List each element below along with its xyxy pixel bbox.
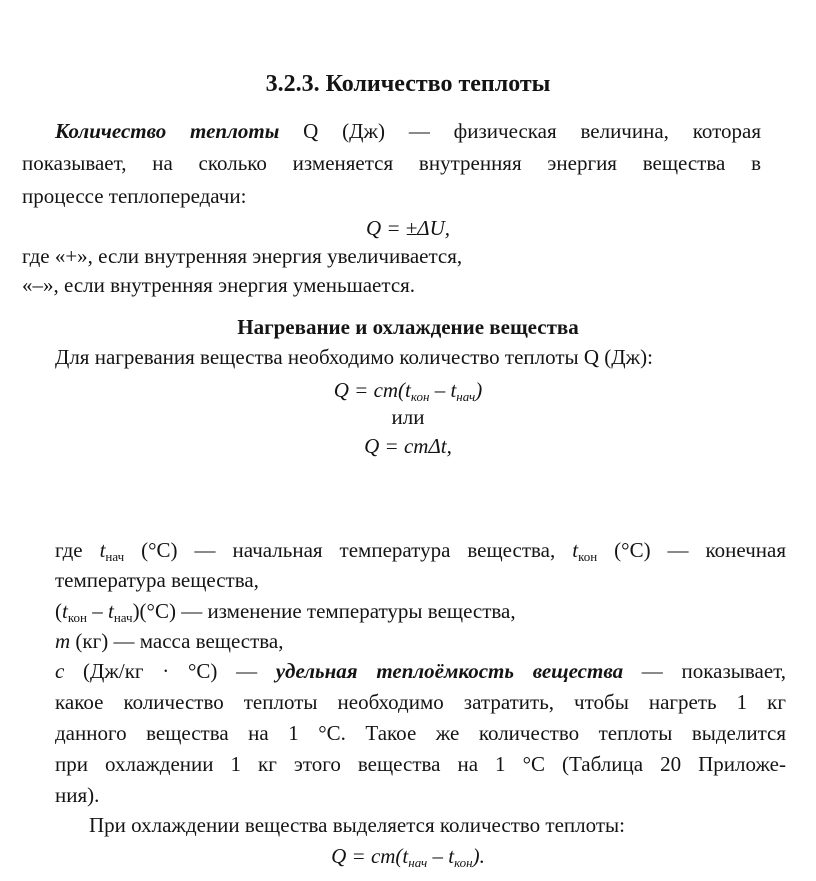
intro-line-1 <box>55 121 761 142</box>
intro-line-1-rest: Q (Дж) — физическая величина, которая <box>303 119 761 143</box>
def-2-sub-end: кон <box>67 610 87 625</box>
heating-lead: Для нагревания вещества необходимо количество теплоты Q (Дж): <box>55 345 653 369</box>
def-4-b: — показывает, <box>623 659 786 683</box>
def-4-c: c <box>55 659 65 683</box>
term-heat-quantity: Количество теплоты <box>55 119 280 143</box>
formula-q-delta-u <box>0 218 816 239</box>
def-3-m: m <box>55 629 71 653</box>
def-1-sub-start: нач <box>105 549 125 564</box>
def-2-minus: – <box>86 599 108 623</box>
def-2-open: ( <box>55 599 62 623</box>
term-specific-heat: удельная теплоёмкость вещества <box>275 659 624 683</box>
formula-heating-1-mid: – t <box>429 378 457 402</box>
definition-line-4e: ния). <box>55 783 100 807</box>
formula-cooling-sub-end: кон <box>454 855 473 870</box>
definition-line-4 <box>55 661 786 682</box>
formula-heating-2-text: Q = cmΔt, <box>364 434 452 458</box>
definition-line-1b: температура вещества, <box>55 568 259 592</box>
intro-line-3: процессе теплопередачи: <box>22 184 247 208</box>
note-minus: «–», если внутренняя энергия уменьшается. <box>22 273 416 297</box>
formula-cooling <box>0 844 816 870</box>
formula-heating-1-end: ) <box>475 378 483 402</box>
def-1-c: (°C) — конечная <box>597 538 786 562</box>
intro-line-2: показывает, на сколько изменяется внутренняя энергия вещества в <box>22 151 761 175</box>
definition-line-4d: при охлаждении 1 кг этого вещества на 1 °C (Таблица 20 Приложе- <box>55 752 786 776</box>
definition-line-2: $(t_{кон} - t_{нач})(^\circ C)$ — изменение температуры вещества, <box>55 599 516 625</box>
definition-line-4b: какое количество теплоты необходимо затратить, чтобы нагреть 1 кг <box>55 690 786 714</box>
formula-cooling-main: Q = cm(t <box>331 844 409 868</box>
definition-line-4c: данного вещества на 1 °C. Такое же количество теплоты выделится <box>55 721 786 745</box>
def-2-rest: )(°C) — изменение температуры вещества, <box>132 599 516 623</box>
def-1-b: (°C) — начальная температура вещества, <box>124 538 573 562</box>
def-3-rest: (кг) — масса вещества, <box>70 629 284 653</box>
formula-q-delta-u-text: Q = ±ΔU, <box>365 216 451 240</box>
def-1-sub-end: кон <box>578 549 598 564</box>
formula-heating-1 <box>0 378 816 404</box>
note-plus: где «+», если внутренняя энергия увеличивается, <box>22 244 463 268</box>
heading-heating-cooling: Нагревание и охлаждение вещества <box>237 315 579 339</box>
cooling-lead: При охлаждении вещества выделяется количество теплоты: <box>89 813 625 837</box>
def-2-sub-start: нач <box>113 610 133 625</box>
formula-heating-1-sub-start: нач <box>456 389 476 404</box>
def-4-a: (Дж/кг · °C) — <box>64 659 276 683</box>
or-word: или <box>391 405 425 429</box>
section-title: 3.2.3. Количество теплоты <box>265 71 551 97</box>
formula-cooling-end: ). <box>472 844 485 868</box>
def-1-t: t <box>99 538 106 562</box>
def-1-t2: t <box>572 538 579 562</box>
definition-line-1 <box>55 538 786 564</box>
formula-cooling-sub-start: нач <box>408 855 428 870</box>
formula-heating-2 <box>0 436 816 457</box>
def-1-a: где <box>55 538 100 562</box>
definition-line-3 <box>55 631 284 652</box>
formula-heating-1-sub-end: кон <box>410 389 430 404</box>
formula-heating-1-main: Q = cm(t <box>333 378 411 402</box>
formula-cooling-mid: – t <box>427 844 455 868</box>
